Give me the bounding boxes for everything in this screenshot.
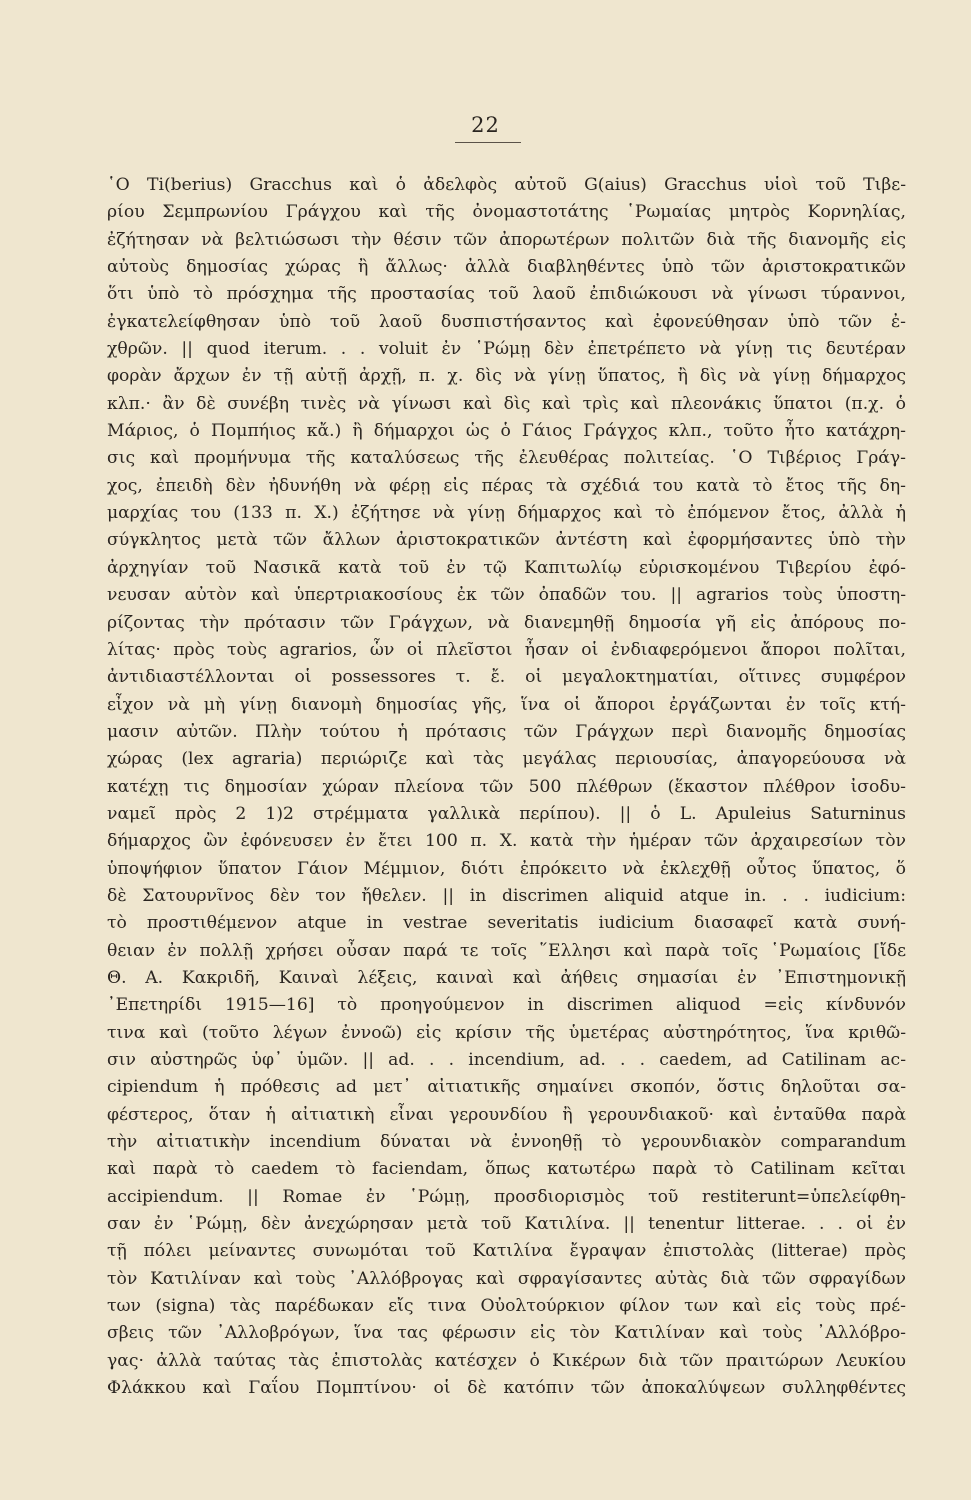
text-line: ἐγκατελείφθησαν ὑπὸ τοῦ λαοῦ δυσπιστήσαντος καὶ ἐφονεύθησαν ὑπὸ τῶν ἐ- <box>107 311 906 332</box>
text-line: καὶ παρὰ τὸ caedem τὸ faciendam, ὅπως κατωτέρω παρὰ τὸ Catilinam κεῖται <box>107 1159 906 1180</box>
text-line: φορὰν ἄρχων ἐν τῇ αὐτῇ ἀρχῇ, π. χ. δὶς νὰ γίνῃ ὕπατος, ἢ δὶς νὰ γίνῃ δήμαρχος <box>107 366 906 387</box>
text-line: σβεις τῶν ᾿Αλλοβρόγων, ἵνα τας φέρωσιν εἰς τὸν Κατιλίναν καὶ τοὺς ᾿Αλλόβρο- <box>107 1323 906 1344</box>
text-line: ἐζήτησαν νὰ βελτιώσωσι τὴν θέσιν τῶν ἀπορωτέρων πολιτῶν διὰ τῆς διανομῆς εἰς <box>107 229 906 250</box>
text-line: των (signa) τὰς παρέδωκαν εἴς τινα Οὐολτούρκιον φίλον των καὶ εἰς τοὺς πρέ- <box>107 1296 906 1317</box>
text-line: Μάριος, ὁ Πομπήιος κἄ.) ἢ δήμαρχοι ὡς ὁ Γάιος Γράγχος κλπ., τοῦτο ἦτο κατάχρη- <box>107 421 906 442</box>
text-line: κλπ.· ἂν δὲ συνέβη τινὲς νὰ γίνωσι καὶ δὶς καὶ τρὶς καὶ πλεονάκις ὕπατοι (π.χ. ὁ <box>107 393 906 414</box>
text-line: κατέχῃ τις δημοσίαν χώραν πλείονα τῶν 500 πλέθρων (ἕκαστον πλέθρον ἰσοδυ- <box>107 776 906 797</box>
text-line: ὅτι ὑπὸ τὸ πρόσχημα τῆς προστασίας τοῦ λαοῦ ἐπιδιώκουσι νὰ γίνωσι τύραννοι, <box>107 284 906 305</box>
text-line: ῾Ο Ti(berius) Gracchus καὶ ὁ ἀδελφὸς αὐτοῦ G(aius) Gracchus υἱοὶ τοῦ Τιβε- <box>107 175 906 195</box>
text-line: νευσαν αὐτὸν καὶ ὑπερτριακοσίους ἐκ τῶν ὀπαδῶν του. || agrarios τοὺς ὑποστη- <box>107 585 906 606</box>
page-number-rule <box>455 142 521 143</box>
text-line: γας· ἀλλὰ ταύτας τὰς ἐπιστολὰς κατέσχεν ὁ Κικέρων διὰ τῶν πραιτώρων Λευκίου <box>107 1350 906 1371</box>
text-line: ρίου Σεμπρωνίου Γράγχου καὶ τῆς ὀνομαστοτάτης ῾Ρωμαίας μητρὸς Κορνηλίας, <box>107 202 906 223</box>
text-line: χθρῶν. || quod iterum. . . voluit ἐν ῾Ρώμῃ δὲν ἐπετρέπετο νὰ γίνῃ τις δευτέραν <box>107 339 906 360</box>
text-line: τὸ προστιθέμενον atque in vestrae severitatis iudicium διασαφεῖ κατὰ συνή- <box>107 913 906 934</box>
body-text <box>107 172 906 1402</box>
text-line: εἶχον νὰ μὴ γίνῃ διανομὴ δημοσίας γῆς, ἵνα οἱ ἄποροι ἐργάζωνται ἐν τοῖς κτή- <box>107 694 906 715</box>
text-line: ὑποψήφιον ὕπατον Γάιον Μέμμιον, διότι ἐπρόκειτο νὰ ἐκλεχθῇ οὗτος ὕπατος, ὅ <box>107 858 906 879</box>
text-line: θειαν ἐν πολλῇ χρήσει οὖσαν παρά τε τοῖς ῞Ελλησι καὶ παρὰ τοῖς ῾Ρωμαίοις [ἴδε <box>107 940 906 961</box>
text-line: Φλάκκου καὶ Γαΐου Πομπτίνου· οἱ δὲ κατόπιν τῶν ἀποκαλύψεων συλληφθέντες <box>107 1378 906 1399</box>
text-line: ρίζοντας τὴν πρότασιν τῶν Γράγχων, νὰ διανεμηθῇ δημοσία γῆ εἰς ἀπόρους πο- <box>107 612 906 633</box>
text-line: τὸν Κατιλίναν καὶ τοὺς ᾿Αλλόβρογας καὶ σφραγίσαντες αὐτὰς διὰ τῶν σφραγίδων <box>107 1268 906 1289</box>
text-line: ναμεῖ πρὸς 2 1)2 στρέμματα γαλλικὰ περίπου). || ὁ L. Apuleius Saturninus <box>107 803 906 824</box>
text-line: μασιν αὐτῶν. Πλὴν τούτου ἡ πρότασις τῶν Γράγχων περὶ διανομῆς δημοσίας <box>107 721 906 742</box>
text-line: τῇ πόλει μείναντες συνωμόται τοῦ Κατιλίνα ἔγραψαν ἐπιστολὰς (litterae) πρὸς <box>107 1241 906 1262</box>
text-line: σύγκλητος μετὰ τῶν ἄλλων ἀριστοκρατικῶν ἀντέστη καὶ ἐφορμήσαντες ὑπὸ τὴν <box>107 530 906 551</box>
text-line: αὐτοὺς δημοσίας χώρας ἢ ἄλλως· ἀλλὰ διαβληθέντες ὑπὸ τῶν ἀριστοκρατικῶν <box>107 257 906 278</box>
text-line: σιν αὐστηρῶς ὑφ᾿ ὑμῶν. || ad. . . incendium, ad. . . caedem, ad Catilinam ac- <box>107 1050 906 1070</box>
text-line: φέστερος, ὅταν ἡ αἰτιατικὴ εἶναι γερουνδίου ἢ γερουνδιακοῦ· καὶ ἐνταῦθα παρὰ <box>107 1104 906 1125</box>
text-line: μαρχίας του (133 π. Χ.) ἐζήτησε νὰ γίνῃ δήμαρχος καὶ τὸ ἐπόμενον ἔτος, ἀλλὰ ἡ <box>107 503 906 524</box>
text-line: χώρας (lex agraria) περιώριζε καὶ τὰς μεγάλας περιουσίας, ἀπαγορεύουσα νὰ <box>107 749 906 770</box>
text-line: accipiendum. || Romae ἐν ῾Ρώμῃ, προσδιορισμὸς τοῦ restiterunt=ὑπελείφθη- <box>107 1186 906 1207</box>
text-line: ἀντιδιαστέλλονται οἱ possessores τ. ἔ. οἱ μεγαλοκτηματίαι, οἵτινες συμφέρον <box>107 667 906 688</box>
text-line: Θ. Α. Κακριδῆ, Καιναὶ λέξεις, καιναὶ καὶ ἀήθεις σημασίαι ἐν ᾿Επιστημονικῇ <box>107 967 906 988</box>
text-line: λίτας· πρὸς τοὺς agrarios, ὧν οἱ πλεῖστοι ἦσαν οἱ ἐνδιαφερόμενοι ἄποροι πολῖται, <box>107 639 906 660</box>
text-line: τὴν αἰτιατικὴν incendium δύναται νὰ ἐννοηθῇ τὸ γερουνδιακὸν comparandum <box>107 1132 906 1153</box>
text-line: σις καὶ προμήνυμα τῆς καταλύσεως τῆς ἐλευθέρας πολιτείας. ῾Ο Τιβέριος Γράγ- <box>107 448 906 469</box>
text-line: τινα καὶ (τοῦτο λέγων ἐννοῶ) εἰς κρίσιν τῆς ὑμετέρας αὐστηρότητος, ἵνα κριθῶ- <box>107 1022 906 1043</box>
text-line: ἀρχηγίαν τοῦ Νασικᾶ κατὰ τοῦ ἐν τῷ Καπιτωλίῳ εὑρισκομένου Τιβερίου ἐφό- <box>107 557 906 578</box>
text-line: δὲ Σατουρνῖνος δὲν τον ἤθελεν. || in discrimen aliquid atque in. . . iudicium: <box>107 885 906 906</box>
text-line: δήμαρχος ὢν ἐφόνευσεν ἐν ἔτει 100 π. Χ. κατὰ τὴν ἡμέραν τῶν ἀρχαιρεσίων τὸν <box>107 831 906 852</box>
text-line: cipiendum ἡ πρόθεσις ad μετ᾿ αἰτιατικῆς σημαίνει σκοπόν, ὅστις δηλοῦται σα- <box>107 1077 906 1098</box>
text-line: ᾿Επετηρίδι 1915—16] τὸ προηγούμενον in discrimen aliquod =εἰς κίνδυνόν <box>107 995 906 1016</box>
text-line: σαν ἐν ῾Ρώμῃ, δὲν ἀνεχώρησαν μετὰ τοῦ Κατιλίνα. || tenentur litterae. . . οἱ ἐν <box>107 1214 906 1235</box>
text-line: χος, ἐπειδὴ δὲν ἠδυνήθη νὰ φέρῃ εἰς πέρας τὰ σχέδιά του κατὰ τὸ ἔτος τῆς δη- <box>107 475 906 496</box>
page-number: 22 <box>471 113 500 137</box>
